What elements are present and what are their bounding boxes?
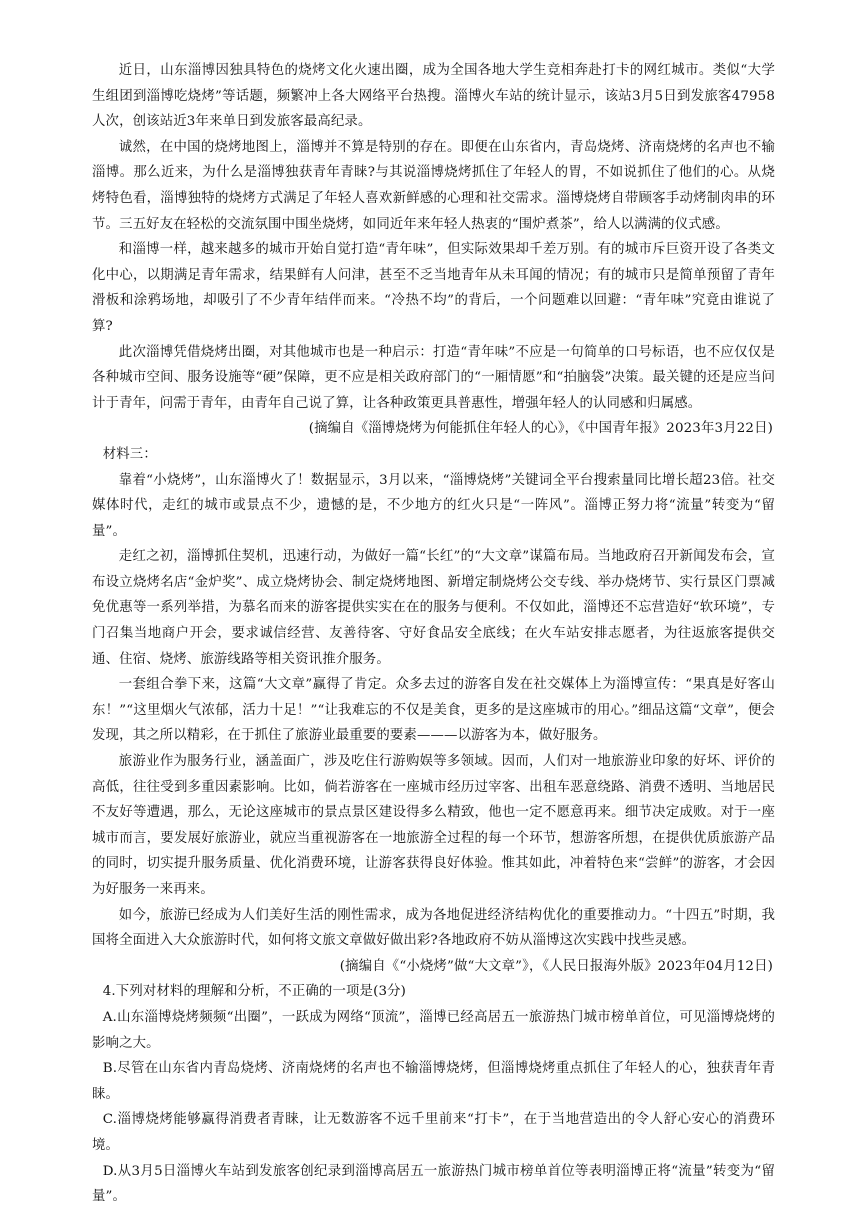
question-stem: 4.下列对材料的理解和分析，不正确的一项是(3分)	[102, 984, 407, 1000]
paragraph: 一套组合拳下来，这篇“大文章”赢得了肯定。众多去过的游客自发在社交媒体上为淄博宣传：“果真是好客山东！”“这里烟火气浓郁，活力十足！”“让我难忘的不仅是美食，更多的是这座城市的用心。”细品这篇“文章”，便会发现，其之所以精彩，在于抓住了旅游业最重要的要素———以游客为本，做好服务。	[92, 677, 775, 744]
paragraph: 走红之初，淄博抓住契机，迅速行动，为做好一篇“长红”的“大文章”谋篇布局。当地政府召开新闻发布会，宣布设立烧烤名店“金炉奖”、成立烧烤协会、制定烧烤地图、新增定制烧烤公交专线、举办烧烤节、实行景区门票减免优惠等一系列举措，为慕名而来的游客提供实实在在的服务与便利。不仅如此，淄博还不忘营造好“软环境”，专门召集当地商户开会，要求诚信经营、友善待客、守好食品安全底线；在火车站安排志愿者，为往返旅客提供交通、住宿、烧烤、旅游线路等相关资讯推介服务。	[92, 549, 775, 667]
question-4	[92, 979, 775, 1209]
paragraph: 近日，山东淄博因独具特色的烧烤文化火速出圈，成为全国各地大学生竞相奔赴打卡的网红城市。类似“大学生组团到淄博吃烧烤”等话题，频繁冲上各大网络平台热搜。淄博火车站的统计显示，该站3月5日到发旅客47958人次，创该站近3年来单日到发旅客最高纪录。	[92, 63, 775, 130]
option-a: A.山东淄博烧烤频频“出圈”，一跃成为网络“顶流”，淄博已经高居五一旅游热门城市榜单首位，可见淄博烧烤的影响之大。	[92, 1009, 775, 1051]
exam-page	[92, 58, 775, 1210]
paragraph: 此次淄博凭借烧烤出圈，对其他城市也是一种启示：打造“青年味”不应是一句简单的口号标语，也不应仅仅是各种城市空间、服务设施等“硬”保障，更不应是相关政府部门的“一厢情愿”和“拍脑袋”决策。最关键的还是应当问计于青年，问需于青年，由青年自己说了算，让各种政策更具普惠性，增强年轻人的认同感和归属感。	[92, 344, 775, 411]
option-c: C.淄博烧烤能够赢得消费者青睐，让无数游客不远千里前来“打卡”，在于当地营造出的令人舒心安心的消费环境。	[92, 1112, 775, 1153]
material-three	[92, 442, 775, 979]
option-d: D.从3月5日淄博火车站到发旅客创纪录到淄博高居五一旅游热门城市榜单首位等表明淄博正将“流量”转变为“留量”。	[92, 1163, 775, 1205]
paragraph: 靠着“小烧烤”，山东淄博火了！数据显示，3月以来，“淄博烧烤”关键词全平台搜索量同比增长超23倍。社交媒体时代，走红的城市或景点不少，遗憾的是，不少地方的红火只是“一阵风”。淄博正努力将“流量”转变为“留量”。	[92, 472, 775, 539]
source-citation: (摘编自《淄博烧烤为何能抓住年轻人的心》，《中国青年报》2023年3月22日)	[308, 421, 773, 437]
paragraph: 诚然，在中国的烧烤地图上，淄博并不算是特别的存在。即便在山东省内，青岛烧烤、济南烧烤的名声也不输淄博。那么近来，为什么是淄博独获青年青睐?与其说淄博烧烤抓住了年轻人的胃，不如说抓住了他们的心。从烧烤特色看，淄博独特的烧烤方式满足了年轻人喜欢新鲜感的心理和社交需求。淄博烧烤自带顾客手动烤制肉串的环节。三五好友在轻松的交流氛围中围坐烧烤，如同近年来年轻人热衷的“围炉煮茶”，给人以满满的仪式感。	[92, 139, 775, 232]
paragraph: 和淄博一样，越来越多的城市开始自觉打造“青年味”，但实际效果却千差万别。有的城市斥巨资开设了各类文化中心，以期满足青年需求，结果鲜有人问津，甚至不乏当地青年从未耳闻的情况；有的城市只是简单预留了青年滑板和涂鸦场地，却吸引了不少青年结伴而来。“冷热不均”的背后，一个问题难以回避：“青年味”究竟由谁说了算?	[92, 242, 775, 334]
paragraph: 如今，旅游已经成为人们美好生活的刚性需求，成为各地促进经济结构优化的重要推动力。“十四五”时期，我国将全面进入大众旅游时代，如何将文旅文章做好做出彩?各地政府不妨从淄博这次实践中找些灵感。	[92, 907, 775, 949]
material-two	[92, 58, 775, 442]
paragraph: 旅游业作为服务行业，涵盖面广，涉及吃住行游购娱等多领域。因而，人们对一地旅游业印象的好坏、评价的高低，往往受到多重因素影响。比如，倘若游客在一座城市经历过宰客、出租车恶意绕路、消费不透明、当地居民不友好等遭遇，那么，无论这座城市的景点景区建设得多么精致，他也一定不愿意再来。细节决定成败。对于一座城市而言，要发展好旅游业，就应当重视游客在一地旅游全过程的每一个环节，想游客所想，在提供优质旅游产品的同时，切实提升服务质量、优化消费环境，让游客获得良好体验。惟其如此，冲着特色来“尝鲜”的游客，才会因为好服务一来再来。	[92, 754, 775, 897]
section-label: 材料三：	[102, 446, 157, 462]
source-citation: (摘编自《“小烧烤”做“大文章”》，《人民日报海外版》2023年04月12日)	[339, 958, 773, 974]
option-b: B.尽管在山东省内青岛烧烤、济南烧烤的名声也不输淄博烧烤，但淄博烧烤重点抓住了年轻人的心，独获青年青睐。	[92, 1061, 775, 1102]
